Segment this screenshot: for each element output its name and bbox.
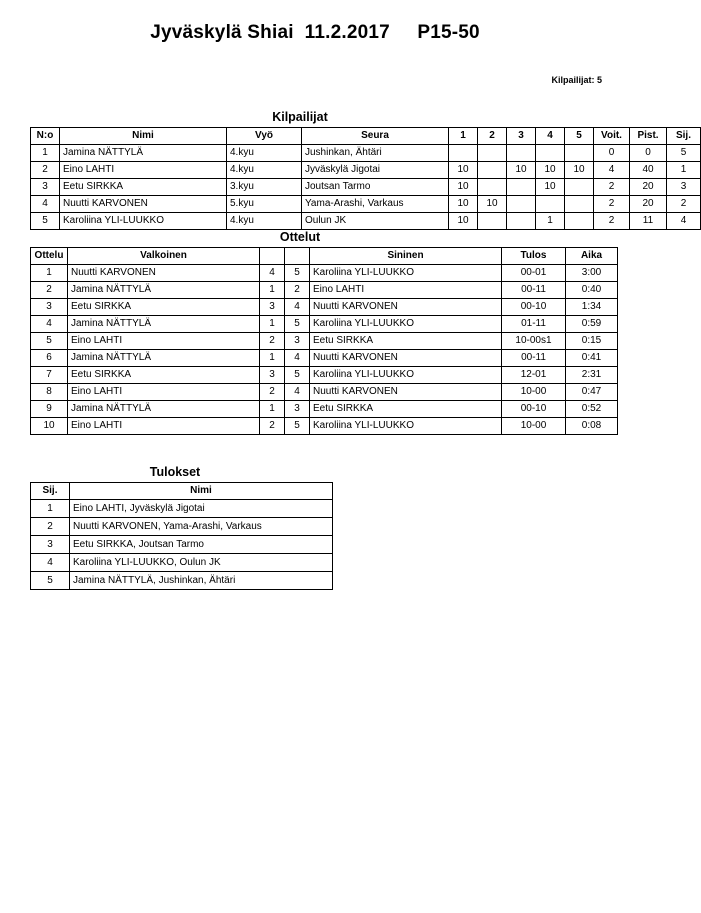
cell-aika: 0:15	[566, 333, 618, 350]
matches-section	[30, 230, 618, 435]
cell-blue-no: 5	[285, 265, 310, 282]
cell-sij: 1	[667, 162, 701, 179]
cell-white-no: 3	[260, 367, 285, 384]
column-header-1: 1	[449, 128, 478, 145]
cell-white: Eetu SIRKKA	[68, 367, 260, 384]
cell-blue-no: 3	[285, 333, 310, 350]
results-section	[30, 465, 333, 590]
column-header-vyo: Vyö	[227, 128, 302, 145]
cell-match-2	[478, 213, 507, 230]
table-row	[31, 265, 618, 282]
cell-voit: 0	[594, 145, 630, 162]
column-header-sij: Sij.	[667, 128, 701, 145]
table-row	[31, 401, 618, 418]
column-header-nimi: Nimi	[60, 128, 227, 145]
table-row	[31, 333, 618, 350]
cell-seura: Oulun JK	[302, 213, 449, 230]
table-row	[31, 145, 701, 162]
column-header-valkoinen: Valkoinen	[68, 248, 260, 265]
cell-blue-no: 3	[285, 401, 310, 418]
competitors-section	[30, 110, 701, 230]
cell-no: 2	[31, 162, 60, 179]
table-row	[31, 282, 618, 299]
competitors-count: Kilpailijat: 5	[551, 75, 602, 85]
cell-sij: 2	[667, 196, 701, 213]
table-row	[31, 213, 701, 230]
cell-white: Jamina NÄTTYLÄ	[68, 282, 260, 299]
cell-match-4: 1	[536, 213, 565, 230]
cell-match-1: 10	[449, 213, 478, 230]
cell-match-no: 8	[31, 384, 68, 401]
cell-seura: Jushinkan, Ähtäri	[302, 145, 449, 162]
column-header-sininen: Sininen	[310, 248, 502, 265]
cell-blue-no: 5	[285, 418, 310, 435]
cell-sij: 5	[667, 145, 701, 162]
cell-white: Eetu SIRKKA	[68, 299, 260, 316]
column-header-voit: Voit.	[594, 128, 630, 145]
column-header-no: N:o	[31, 128, 60, 145]
table-row	[31, 518, 333, 536]
cell-pist: 20	[630, 179, 667, 196]
cell-match-2	[478, 162, 507, 179]
cell-white-no: 1	[260, 350, 285, 367]
cell-blue: Karoliina YLI-LUUKKO	[310, 418, 502, 435]
cell-white: Eino LAHTI	[68, 384, 260, 401]
cell-aika: 2:31	[566, 367, 618, 384]
cell-no: 1	[31, 145, 60, 162]
cell-match-no: 5	[31, 333, 68, 350]
cell-match-4	[536, 145, 565, 162]
cell-blue: Nuutti KARVONEN	[310, 299, 502, 316]
cell-voit: 4	[594, 162, 630, 179]
cell-result-nimi: Eino LAHTI, Jyväskylä Jigotai	[70, 500, 333, 518]
table-row	[31, 179, 701, 196]
matches-heading: Ottelut	[279, 230, 321, 244]
cell-aika: 0:52	[566, 401, 618, 418]
table-header-row	[31, 128, 701, 145]
column-header-2: 2	[478, 128, 507, 145]
document-page	[0, 22, 691, 913]
table-row	[31, 384, 618, 401]
cell-result-sij: 3	[31, 536, 70, 554]
cell-tulos: 00-01	[502, 265, 566, 282]
column-header-aika: Aika	[566, 248, 618, 265]
cell-result-sij: 4	[31, 554, 70, 572]
cell-blue-no: 2	[285, 282, 310, 299]
cell-match-5	[565, 179, 594, 196]
cell-tulos: 01-11	[502, 316, 566, 333]
cell-tulos: 00-11	[502, 282, 566, 299]
cell-tulos: 12-01	[502, 367, 566, 384]
column-header-pist: Pist.	[630, 128, 667, 145]
cell-match-1	[449, 145, 478, 162]
cell-match-no: 7	[31, 367, 68, 384]
column-header-result-sij: Sij.	[31, 483, 70, 500]
cell-result-nimi: Eetu SIRKKA, Joutsan Tarmo	[70, 536, 333, 554]
table-row	[31, 299, 618, 316]
column-header-tulos: Tulos	[502, 248, 566, 265]
cell-result-sij: 1	[31, 500, 70, 518]
column-header-ottelu: Ottelu	[31, 248, 68, 265]
table-row	[31, 316, 618, 333]
cell-vyo: 5.kyu	[227, 196, 302, 213]
table-header-row	[31, 483, 333, 500]
cell-aika: 0:41	[566, 350, 618, 367]
column-header-result-nimi: Nimi	[70, 483, 333, 500]
cell-match-4	[536, 196, 565, 213]
cell-white: Eino LAHTI	[68, 333, 260, 350]
cell-sij: 3	[667, 179, 701, 196]
cell-match-2: 10	[478, 196, 507, 213]
cell-result-sij: 5	[31, 572, 70, 590]
column-header-blue-no	[285, 248, 310, 265]
cell-blue-no: 5	[285, 367, 310, 384]
cell-match-4: 10	[536, 162, 565, 179]
cell-white-no: 2	[260, 384, 285, 401]
cell-blue: Nuutti KARVONEN	[310, 384, 502, 401]
cell-blue: Karoliina YLI-LUUKKO	[310, 367, 502, 384]
cell-pist: 40	[630, 162, 667, 179]
table-row	[31, 572, 333, 590]
cell-match-1: 10	[449, 196, 478, 213]
cell-tulos: 10-00s1	[502, 333, 566, 350]
column-header-4: 4	[536, 128, 565, 145]
cell-vyo: 4.kyu	[227, 213, 302, 230]
cell-match-no: 2	[31, 282, 68, 299]
cell-blue: Karoliina YLI-LUUKKO	[310, 316, 502, 333]
cell-match-3: 10	[507, 162, 536, 179]
cell-match-3	[507, 196, 536, 213]
table-row	[31, 418, 618, 435]
cell-vyo: 3.kyu	[227, 179, 302, 196]
cell-result-nimi: Karoliina YLI-LUUKKO, Oulun JK	[70, 554, 333, 572]
cell-result-sij: 2	[31, 518, 70, 536]
column-header-3: 3	[507, 128, 536, 145]
cell-match-4: 10	[536, 179, 565, 196]
cell-blue: Nuutti KARVONEN	[310, 350, 502, 367]
table-header-row	[31, 248, 618, 265]
cell-match-3	[507, 179, 536, 196]
cell-aika: 0:08	[566, 418, 618, 435]
table-row	[31, 367, 618, 384]
cell-aika: 3:00	[566, 265, 618, 282]
cell-white-no: 1	[260, 316, 285, 333]
cell-match-3	[507, 213, 536, 230]
cell-match-no: 10	[31, 418, 68, 435]
cell-tulos: 00-11	[502, 350, 566, 367]
cell-white-no: 1	[260, 282, 285, 299]
cell-match-no: 1	[31, 265, 68, 282]
page-title: Jyväskylä Shiai 11.2.2017 P15-50	[150, 22, 480, 43]
table-row	[31, 350, 618, 367]
cell-white-no: 4	[260, 265, 285, 282]
results-table	[30, 482, 333, 590]
cell-tulos: 10-00	[502, 384, 566, 401]
cell-white-no: 2	[260, 418, 285, 435]
cell-match-2	[478, 179, 507, 196]
cell-white: Jamina NÄTTYLÄ	[68, 401, 260, 418]
cell-match-1: 10	[449, 162, 478, 179]
cell-match-2	[478, 145, 507, 162]
cell-no: 4	[31, 196, 60, 213]
cell-nimi: Nuutti KARVONEN	[60, 196, 227, 213]
cell-match-5	[565, 145, 594, 162]
cell-no: 5	[31, 213, 60, 230]
cell-tulos: 00-10	[502, 401, 566, 418]
cell-voit: 2	[594, 179, 630, 196]
cell-blue: Karoliina YLI-LUUKKO	[310, 265, 502, 282]
cell-voit: 2	[594, 196, 630, 213]
table-row	[31, 162, 701, 179]
cell-match-no: 9	[31, 401, 68, 418]
cell-blue-no: 4	[285, 299, 310, 316]
cell-white: Eino LAHTI	[68, 418, 260, 435]
cell-white-no: 1	[260, 401, 285, 418]
cell-aika: 0:59	[566, 316, 618, 333]
cell-vyo: 4.kyu	[227, 162, 302, 179]
cell-blue-no: 4	[285, 350, 310, 367]
cell-blue: Eetu SIRKKA	[310, 333, 502, 350]
cell-result-nimi: Nuutti KARVONEN, Yama-Arashi, Varkaus	[70, 518, 333, 536]
cell-match-5	[565, 196, 594, 213]
cell-nimi: Jamina NÄTTYLÄ	[60, 145, 227, 162]
table-row	[31, 536, 333, 554]
cell-white-no: 2	[260, 333, 285, 350]
cell-pist: 11	[630, 213, 667, 230]
cell-blue-no: 4	[285, 384, 310, 401]
matches-table	[30, 247, 618, 435]
cell-pist: 20	[630, 196, 667, 213]
cell-match-3	[507, 145, 536, 162]
table-row	[31, 554, 333, 572]
cell-sij: 4	[667, 213, 701, 230]
cell-match-1: 10	[449, 179, 478, 196]
cell-no: 3	[31, 179, 60, 196]
cell-result-nimi: Jamina NÄTTYLÄ, Jushinkan, Ähtäri	[70, 572, 333, 590]
cell-white-no: 3	[260, 299, 285, 316]
cell-match-no: 4	[31, 316, 68, 333]
cell-aika: 1:34	[566, 299, 618, 316]
cell-aika: 0:47	[566, 384, 618, 401]
cell-seura: Joutsan Tarmo	[302, 179, 449, 196]
cell-tulos: 10-00	[502, 418, 566, 435]
cell-nimi: Karoliina YLI-LUUKKO	[60, 213, 227, 230]
cell-white: Nuutti KARVONEN	[68, 265, 260, 282]
cell-aika: 0:40	[566, 282, 618, 299]
table-row	[31, 196, 701, 213]
cell-tulos: 00-10	[502, 299, 566, 316]
cell-pist: 0	[630, 145, 667, 162]
cell-voit: 2	[594, 213, 630, 230]
results-heading: Tulokset	[149, 465, 201, 479]
cell-seura: Jyväskylä Jigotai	[302, 162, 449, 179]
column-header-seura: Seura	[302, 128, 449, 145]
cell-match-5	[565, 213, 594, 230]
competitors-table	[30, 127, 701, 230]
table-row	[31, 500, 333, 518]
cell-blue: Eetu SIRKKA	[310, 401, 502, 418]
cell-match-5: 10	[565, 162, 594, 179]
cell-white: Jamina NÄTTYLÄ	[68, 350, 260, 367]
cell-vyo: 4.kyu	[227, 145, 302, 162]
cell-match-no: 6	[31, 350, 68, 367]
cell-nimi: Eino LAHTI	[60, 162, 227, 179]
cell-nimi: Eetu SIRKKA	[60, 179, 227, 196]
cell-blue-no: 5	[285, 316, 310, 333]
cell-blue: Eino LAHTI	[310, 282, 502, 299]
competitors-heading: Kilpailijat	[272, 110, 328, 124]
cell-white: Jamina NÄTTYLÄ	[68, 316, 260, 333]
cell-match-no: 3	[31, 299, 68, 316]
column-header-5: 5	[565, 128, 594, 145]
cell-seura: Yama-Arashi, Varkaus	[302, 196, 449, 213]
column-header-white-no	[260, 248, 285, 265]
